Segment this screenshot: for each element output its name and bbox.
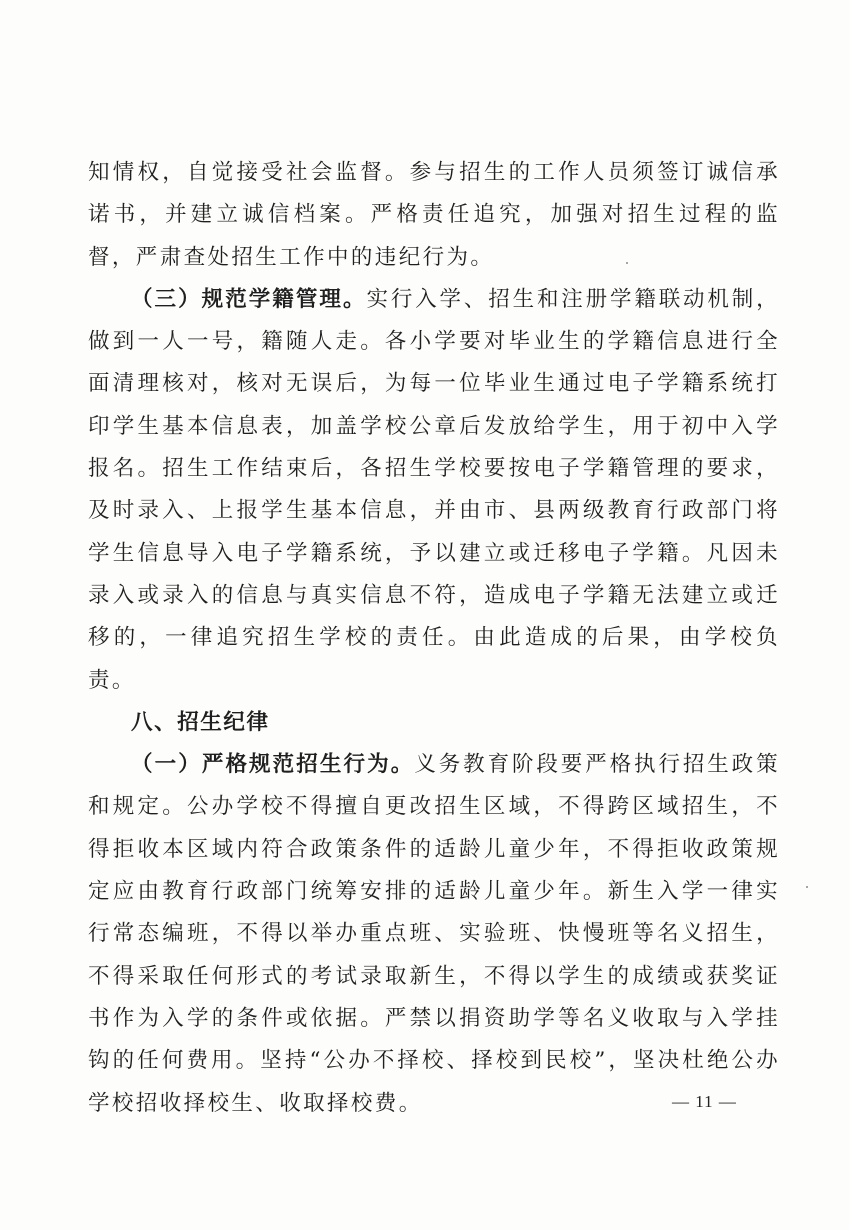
paragraph-body-student-registry: 实行入学、招生和注册学籍联动机制，做到一人一号，籍随人走。各小学要对毕业生的学籍信息进行全面清理核对，核对无误后，为每一位毕业生通过电子学籍系统打印学生基本信息表，加盖学校公章后发放给学生，用于初中入学报名。招生工作结束后，各招生学校要按电子学籍管理的要求，及时录入、上报学生基本信息，并由市、县两级教育行政部门将学生信息导入电子学籍系统，予以建立或迁移电子学籍。凡因未录入或录入的信息与真实信息不符，造成电子学籍无法建立或迁移的，一律追究招生学校的责任。由此造成的后果，由学校负责。 <box>88 286 780 693</box>
paragraph-continuation: 知情权，自觉接受社会监督。参与招生的工作人员须签订诚信承诺书，并建立诚信档案。严格责任追究，加强对招生过程的监督，严肃查处招生工作中的违纪行为。 <box>88 160 780 270</box>
paragraph-heading-enrollment-conduct: （一）严格规范招生行为。 <box>131 752 415 778</box>
paragraph-student-registry <box>88 279 780 702</box>
document-body <box>88 152 780 1125</box>
paragraph-body-enrollment-conduct: 义务教育阶段要严格执行招生政策和规定。公办学校不得擅自更改招生区域，不得跨区域招生，不得拒收本区域内符合政策条件的适龄儿童少年，不得拒收政策规定应由教育行政部门统筹安排的适龄儿童少年。新生入学一律实行常态编班，不得以举办重点班、实验班、快慢班等名义招生，不得采取任何形式的考试录取新生，不得以学生的成绩或获奖证书作为入学的条件或依据。严禁以捐资助学等名义收取与入学挂钩的任何费用。坚持“公办不择校、择校到民校”，坚决杜绝公办学校招收择校生、收取择校费。 <box>88 752 780 1116</box>
scan-speck <box>806 886 808 888</box>
paragraph-enrollment-conduct <box>88 744 780 1125</box>
section-heading-enrollment-discipline: 八、招生纪律 <box>131 709 270 735</box>
scan-speck <box>626 262 628 264</box>
paragraph-heading-student-registry: （三）规范学籍管理。 <box>131 286 367 312</box>
page-number: — 11 — <box>672 1092 737 1111</box>
